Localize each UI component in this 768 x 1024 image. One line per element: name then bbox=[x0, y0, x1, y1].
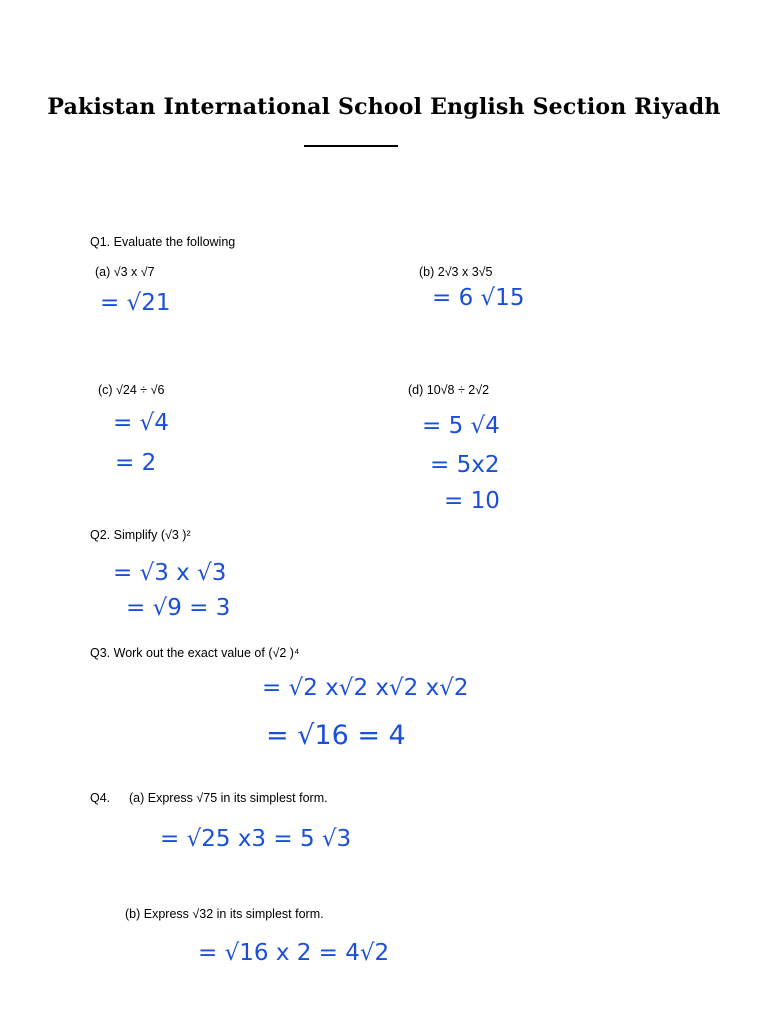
q1b-answer-line-1: = 6 √15 bbox=[432, 285, 525, 311]
q3-answer-line-2: = √16 = 4 bbox=[266, 720, 406, 751]
q3-heading: Q3. Work out the exact value of (√2 )⁴ bbox=[90, 646, 300, 660]
q4a-label: (a) Express √75 in its simplest form. bbox=[129, 791, 328, 805]
q4b-label: (b) Express √32 in its simplest form. bbox=[125, 907, 324, 921]
q4b-answer: = √16 x 2 = 4√2 bbox=[198, 940, 390, 966]
q1d-label: (d) 10√8 ÷ 2√2 bbox=[408, 383, 490, 397]
q1d-answer-line-2: = 5x2 bbox=[430, 452, 500, 478]
q1b-label: (b) 2√3 x 3√5 bbox=[419, 265, 493, 279]
page-title: Pakistan International School English Section Riyadh bbox=[47, 94, 721, 120]
q1d-answer-line-1: = 5 √4 bbox=[422, 413, 500, 439]
q1d-answer-line-3: = 10 bbox=[444, 488, 500, 514]
q2-heading: Q2. Simplify (√3 )² bbox=[90, 528, 191, 542]
q1c-answer-line-1: = √4 bbox=[113, 410, 169, 436]
q1c-answer-line-2: = 2 bbox=[115, 450, 157, 476]
q2-answer-line-2: = √9 = 3 bbox=[126, 595, 231, 621]
q1a-label: (a) √3 x √7 bbox=[95, 265, 155, 279]
q4a-answer: = √25 x3 = 5 √3 bbox=[160, 826, 352, 852]
q1a-answer-line-1: = √21 bbox=[100, 290, 171, 316]
q1c-label: (c) √24 ÷ √6 bbox=[98, 383, 165, 397]
q4-label: Q4. bbox=[90, 791, 111, 805]
title-underline bbox=[304, 145, 398, 147]
q3-answer-line-1: = √2 x√2 x√2 x√2 bbox=[262, 675, 469, 701]
q1-heading: Q1. Evaluate the following bbox=[90, 235, 236, 249]
q2-answer-line-1: = √3 x √3 bbox=[113, 560, 227, 586]
